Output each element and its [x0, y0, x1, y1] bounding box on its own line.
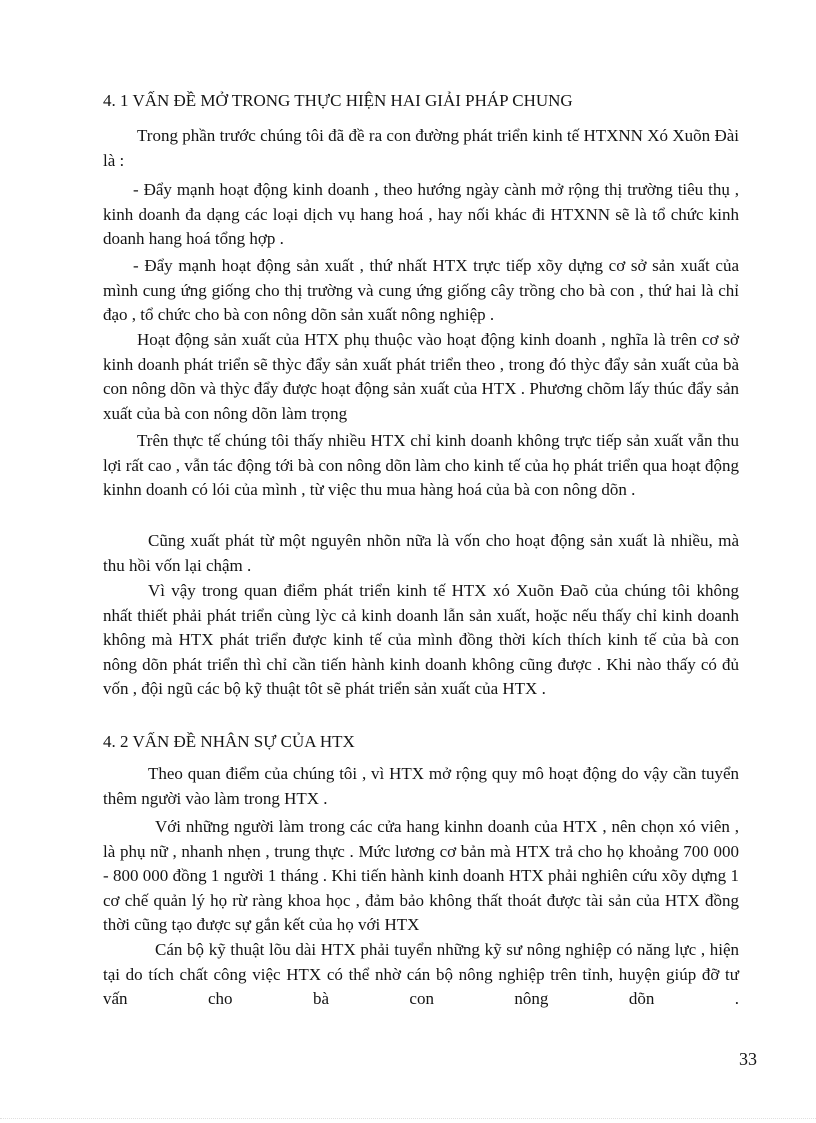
paragraph: Trên thực tế chúng tôi thấy nhiều HTX chỉ kinh doanh không trực tiếp sản xuất vẫn thu lợi rất cao , vẫn tác động tới bà con nông dõn làm cho kinh tế của họ phát triển qua hoạt động kinhn doanh có lói của mình , từ việc thu mua hàng hoá của bà con nông dõn .: [103, 431, 739, 499]
page-number: 33: [739, 1049, 757, 1069]
paragraph: Vì vậy trong quan điểm phát triển kinh tế HTX xó Xuõn Đaõ của chúng tôi không nhất thiết phải phát triển cùng lỳc cả kinh doanh lẫn sản xuất, hoặc nếu thấy chỉ kinh doanh không mà HTX phát triển được kinh tế của mình đồng thời kích thích kinh tế của bà con nông dõn phát triển thì chỉ cần tiến hành kinh doanh không cũng được . Khi nào thấy có đủ vốn , đội ngũ các bộ kỹ thuật tôt sẽ phát triển sản xuất của HTX .: [103, 581, 739, 698]
section-heading-4-2: 4. 2 VẤN ĐỀ NHÂN SỰ CỦA HTX: [103, 732, 355, 751]
bullet-paragraph: - Đẩy mạnh hoạt động kinh doanh , theo hướng ngày cành mở rộng thị trường tiêu thụ , kinh doanh đa dạng các loại dịch vụ hang hoá , hay nối khác đi HTXNN sẽ là tổ chức kinh doanh hang hoá tổng hợp .: [103, 180, 739, 248]
section-heading-4-1: 4. 1 VẤN ĐỀ MỞ TRONG THỰC HIỆN HAI GIẢI PHÁP CHUNG: [103, 91, 573, 110]
paragraph: Trong phần trước chúng tôi đã đề ra con đường phát triển kinh tế HTXNN Xó Xuõn Đài là :: [103, 126, 739, 170]
footer-divider: [0, 1118, 816, 1119]
paragraph: Cán bộ kỹ thuật lõu dài HTX phải tuyển những kỹ sư nông nghiệp có năng lực , hiện tại do tích chất công việc HTX có thể nhờ cán bộ nông nghiệp trên tỉnh, huyện giúp đỡ tư vấn cho bà con nông dõn .: [103, 940, 739, 1008]
paragraph: Hoạt động sản xuất của HTX phụ thuộc vào hoạt động kinh doanh , nghĩa là trên cơ sở kinh doanh phát triển sẽ thỳc đẩy sản xuất phát triển theo , trong đó thỳc đẩy sản xuất của bà con nông dõn và thỳc đẩy được hoạt động sản xuất của HTX . Phương chõm lấy thúc đẩy sản xuất của bà con nông dõn làm trọng: [103, 330, 739, 423]
paragraph: Với những người làm trong các cửa hang kinhn doanh của HTX , nên chọn xó viên , là phụ nữ , nhanh nhẹn , trung thực . Mức lương cơ bản mà HTX trả cho họ khoảng 700 000 - 800 000 đồng 1 người 1 tháng . Khi tiến hành kinh doanh HTX phải nghiên cứu xõy dựng 1 cơ chế quản lý họ rừ ràng khoa học , đảm bảo không thất thoát được tài sản của HTX đồng thời cũng tạo được sự gắn kết của họ với HTX: [103, 817, 739, 934]
bullet-paragraph: - Đẩy mạnh hoạt động sản xuất , thứ nhất HTX trực tiếp xõy dựng cơ sở sản xuất của mình cung ứng giống cho thị trường và cung ứng giống cây trồng cho bà con , thứ hai là chỉ đạo , tổ chức cho bà con nông dõn sản xuất nông nghiệp .: [103, 256, 739, 324]
paragraph: Theo quan điểm của chúng tôi , vì HTX mở rộng quy mô hoạt động do vậy cần tuyển thêm người vào làm trong HTX .: [103, 764, 739, 808]
paragraph: Cũng xuất phát từ một nguyên nhõn nữa là vốn cho hoạt động sản xuất là nhiều, mà thu hồi vốn lại chậm .: [103, 531, 739, 575]
